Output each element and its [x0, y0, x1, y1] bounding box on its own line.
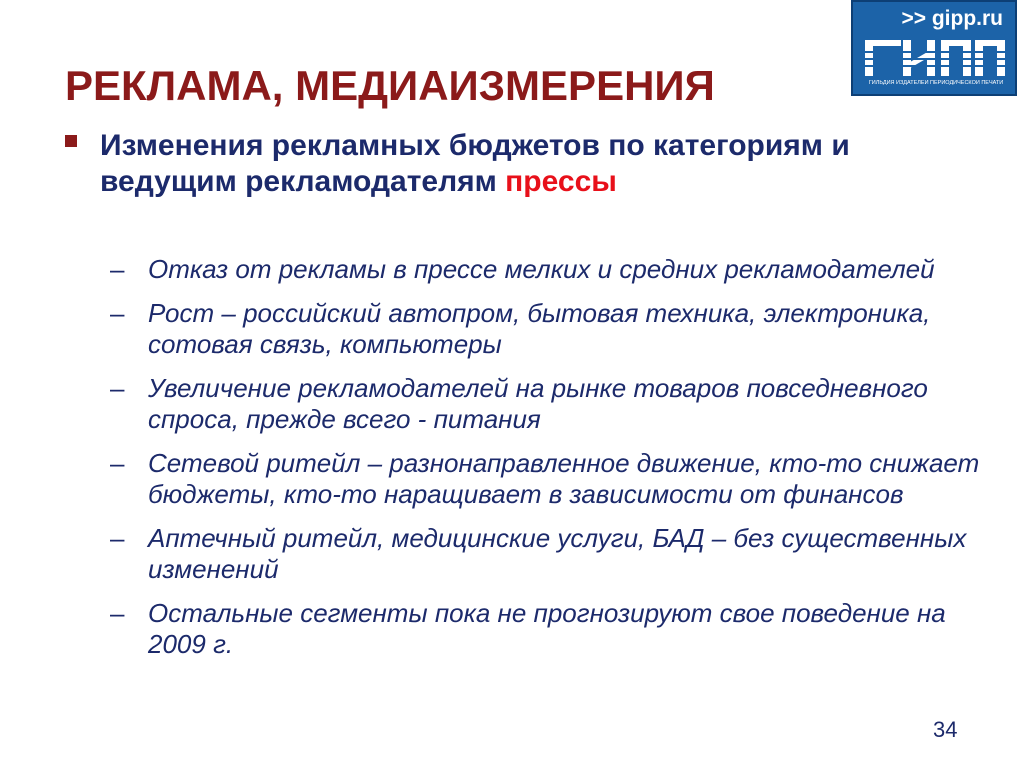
logo-subtitle: ГИЛЬДИЯ ИЗДАТЕЛЕЙ ПЕРИОДИЧЕСКОЙ ПЕЧАТИ	[868, 80, 1004, 86]
sub-point-list	[110, 254, 980, 673]
sub-point	[110, 254, 980, 285]
sub-point-text: Рост – российский автопром, бытовая техника, электроника, сотовая связь, компьютеры	[148, 298, 931, 359]
dash-marker: –	[110, 523, 125, 553]
sub-point	[110, 523, 980, 585]
sub-point-text: Аптечный ритейл, медицинские услуги, БАД – без существенных изменений	[148, 523, 967, 584]
gipp-logo[interactable]	[851, 0, 1017, 96]
main-point-accent: прессы	[505, 165, 617, 198]
sub-point	[110, 298, 980, 360]
sub-point	[110, 373, 980, 435]
logo-site-text: >> gipp.ru	[901, 7, 1003, 30]
sub-point	[110, 598, 980, 660]
sub-point-text: Сетевой ритейл – разнонаправленное движение, кто-то снижает бюджеты, кто-то наращивает в зависимости от финансов	[148, 448, 980, 509]
dash-marker: –	[110, 373, 125, 403]
slide-title: РЕКЛАМА, МЕДИАИЗМЕРЕНИЯ	[65, 62, 715, 109]
dash-marker: –	[110, 448, 125, 478]
sub-point-text: Отказ от рекламы в прессе мелких и средних рекламодателей	[148, 254, 935, 284]
page-number: 34	[933, 717, 958, 742]
sub-point	[110, 448, 980, 510]
square-bullet-icon	[65, 135, 77, 147]
dash-marker: –	[110, 254, 125, 284]
sub-point-text: Увеличение рекламодателей на рынке товаров повседневного спроса, прежде всего - питания	[148, 373, 928, 434]
sub-point-text: Остальные сегменты пока не прогнозируют свое поведение на 2009 г.	[148, 598, 946, 659]
dash-marker: –	[110, 598, 125, 628]
main-point	[100, 128, 920, 200]
logo-mark-icon	[865, 38, 1007, 83]
dash-marker: –	[110, 298, 125, 328]
main-point-text: Изменения рекламных бюджетов по категориям и ведущим рекламодателям	[100, 129, 850, 198]
